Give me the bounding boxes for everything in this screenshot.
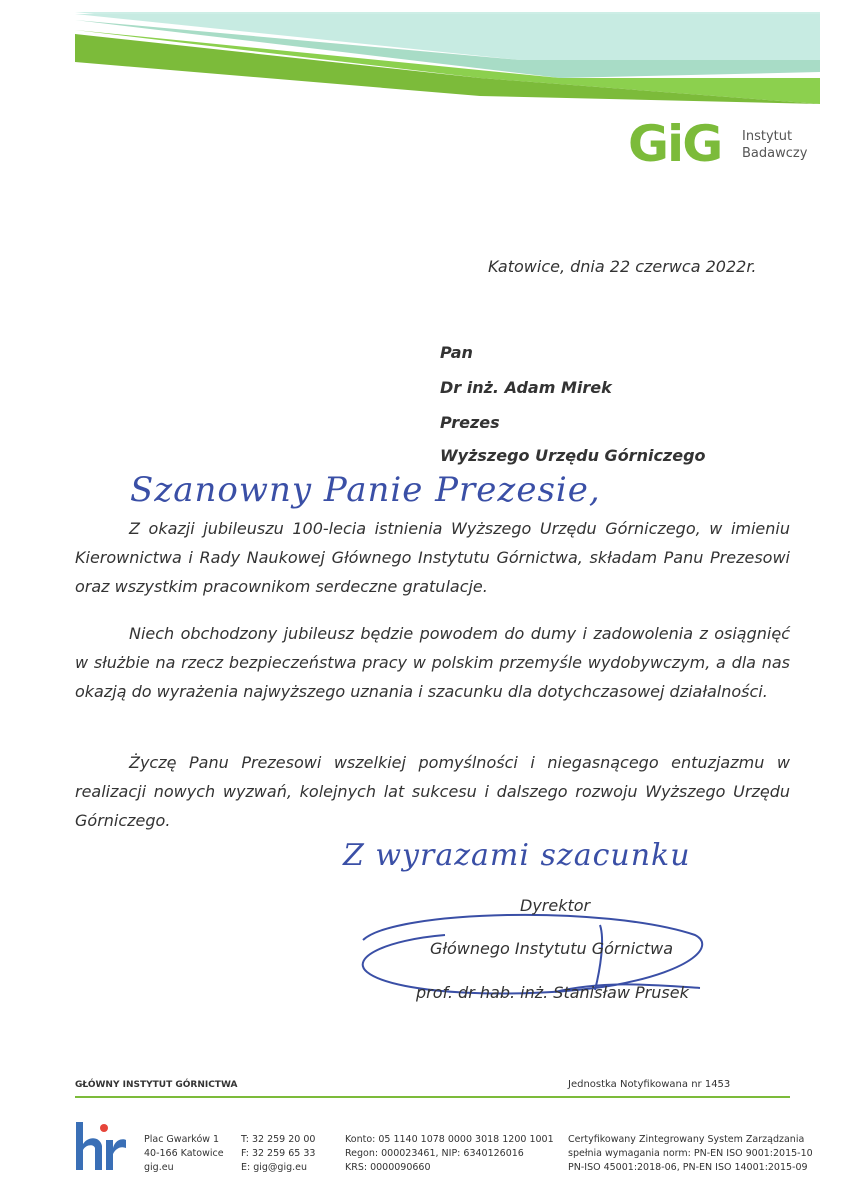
recipient-line: Dr inż. Adam Mirek [440, 378, 612, 397]
footer-divider [75, 1096, 790, 1098]
footer-address: Plac Gwarków 1 40-166 Katowice gig.eu [144, 1134, 224, 1173]
recipient-line: Prezes [440, 413, 500, 432]
gig-logo-mark: GiG [628, 115, 722, 173]
letter-paragraph: Niech obchodzony jubileusz będzie powodem do dumy i zadowolenia z osiągnięć w służbie na rzecz bezpieczeństwa pracy w polskim przemyśle wydobywczym, a dla nas okazją do wyrażenia najwyższego uznania i szacunku dla dotychczasowej działalności. [75, 624, 790, 701]
handwritten-closing: Z wyrazami szacunku [343, 838, 691, 873]
footer-notified-body: Jednostka Notyfikowana nr 1453 [568, 1079, 731, 1090]
handwritten-salutation: Szanowny Panie Prezesie, [130, 470, 601, 510]
recipient-line: Pan [440, 343, 473, 362]
header-banner [0, 0, 850, 110]
signature-title: Dyrektor [520, 896, 591, 915]
letter-paragraph: Z okazji jubileuszu 100-lecia istnienia Wyższego Urzędu Górniczego, w imieniu Kierownictwa i Rady Naukowej Głównego Instytutu Górnictwa, składam Panu Prezesowi oraz wszystkim pracownikom serdeczne gratulacje. [75, 519, 790, 596]
letter-paragraph: Życzę Panu Prezesowi wszelkiej pomyślności i niegasnącego entuzjazmu w realizacji nowych wyzwań, kolejnych lat sukcesu i dalszego rozwoju Wyższego Urzędu Górniczego. [75, 753, 790, 830]
footer-registry: Konto: 05 1140 1078 0000 3018 1200 1001 Regon: 000023461, NIP: 6340126016 KRS: 0000090660 [345, 1134, 554, 1173]
letter-date: Katowice, dnia 22 czerwca 2022r. [488, 257, 757, 276]
footer-certification: Certyfikowany Zintegrowany System Zarządzania spełnia wymagania norm: PN-EN ISO 9001:2015-10 PN-ISO 45001:2018-06, PN-EN ISO 14001:2015-09 [568, 1134, 813, 1173]
gig-logo-text: Instytut Badawczy [742, 129, 808, 161]
recipient-line: Wyższego Urzędu Górniczego [440, 446, 706, 465]
signature-institution: Głównego Instytutu Górnictwa [430, 939, 674, 958]
gig-logo [628, 115, 828, 178]
hr-excellence-logo [72, 1118, 128, 1174]
footer-contact: T: 32 259 20 00 F: 32 259 65 33 E: gig@gig.eu [241, 1134, 316, 1173]
signature-name: prof. dr hab. inż. Stanisław Prusek [416, 983, 689, 1002]
footer-org-name: GŁÓWNY INSTYTUT GÓRNICTWA [75, 1080, 238, 1090]
